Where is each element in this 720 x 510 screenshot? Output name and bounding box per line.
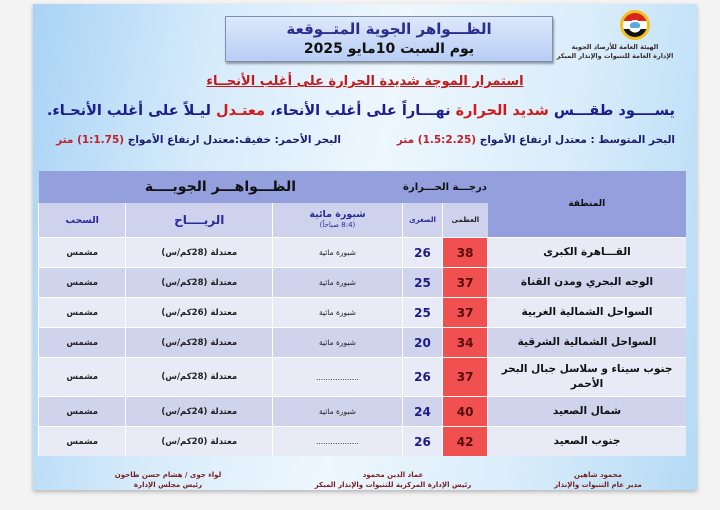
summary-highlight-mild: معتـدل	[216, 103, 266, 119]
fog-cell: ..................	[272, 427, 402, 457]
summary-text: ليـلاً على أغلب الأنحـاء.	[46, 103, 217, 119]
min-temp-cell: 26	[402, 427, 442, 457]
agency-logo-block	[556, 10, 705, 61]
signature-title: رئيس مجلس الإدارة	[133, 481, 203, 489]
signature-name: عماد الدين محمود	[362, 471, 424, 479]
fog-label: شبورة مائية	[309, 209, 366, 220]
mediterranean-sea-status	[397, 134, 675, 146]
max-temp-cell: 40	[443, 397, 488, 427]
signature-title: رئيس الإدارة المركزية للتنبوات والإنذار المبكر	[314, 481, 472, 489]
min-temp-cell: 26	[402, 238, 442, 268]
wind-cell: معتدلة (26كم/س)	[126, 298, 273, 328]
fog-cell: شبورة مائية	[272, 328, 402, 358]
max-temp-cell: 37	[443, 268, 488, 298]
max-temp-cell: 37	[443, 358, 488, 397]
fog-cell: شبورة مائية	[272, 397, 402, 427]
sea-label: البحر المتوسط : معتدل ارتفاع الأمواج	[476, 134, 675, 146]
wind-cell: معتدلة (28كم/س)	[126, 238, 273, 268]
table-row	[39, 298, 687, 328]
table-row	[39, 358, 687, 397]
summary-text: نهـــاراً على أغلب الأنحاء،	[265, 103, 456, 119]
min-temp-cell: 20	[402, 328, 442, 358]
agency-name	[525, 43, 705, 61]
wind-cell: معتدلة (20كم/س)	[126, 427, 273, 457]
wind-cell: معتدلة (28كم/س)	[126, 328, 273, 358]
signature-title: مدير عام التنبوات والإنذار	[554, 481, 642, 489]
wind-cell: معتدلة (28كم/س)	[126, 358, 273, 397]
wave-height: (1.5:2.25)	[417, 134, 477, 146]
min-temp-cell: 25	[402, 268, 442, 298]
table-row	[39, 328, 687, 358]
clouds-cell: مشمس	[39, 358, 126, 397]
clouds-cell: مشمس	[39, 238, 126, 268]
min-temp-cell: 25	[402, 298, 442, 328]
forecast-date: يوم السبت 10مايو 2025	[303, 41, 475, 57]
wave-height: (1:1.75)	[77, 134, 125, 146]
region-cell: القـــاهرة الكبرى	[488, 238, 686, 268]
agency-name-line2: الإدارة العامة للتنبوات والإنذار المبكر	[556, 52, 674, 60]
clouds-cell: مشمس	[39, 397, 126, 427]
signature-name: محمود شاهين	[573, 471, 622, 479]
fog-cell: شبورة مائية	[272, 238, 402, 268]
weather-summary	[47, 103, 675, 119]
ema-logo-icon	[620, 10, 650, 40]
forecast-table	[38, 171, 686, 456]
max-temp-cell: 34	[443, 328, 488, 358]
summary-text: يســــود طقـــس	[548, 103, 675, 119]
table-row	[39, 397, 687, 427]
min-temp-cell: 26	[402, 358, 442, 397]
region-cell: السواحل الشمالية الغربية	[488, 298, 686, 328]
max-temp-cell: 38	[443, 238, 488, 268]
fog-cell: شبورة مائية	[272, 298, 402, 328]
clouds-cell: مشمس	[39, 298, 126, 328]
region-cell: جنوب الصعيد	[488, 427, 686, 457]
wind-cell: معتدلة (24كم/س)	[126, 397, 273, 427]
clouds-cell: مشمس	[39, 328, 126, 358]
wave-unit: متر	[396, 134, 418, 146]
clouds-cell: مشمس	[39, 268, 126, 298]
signature-board-chairman	[93, 470, 243, 490]
table-row	[39, 427, 687, 457]
signature-central-head	[263, 470, 523, 490]
agency-name-line1: الهيئة العامة للأرصاد الجوية	[571, 43, 659, 51]
max-temp-cell: 42	[443, 427, 488, 457]
fog-cell: ..................	[272, 358, 402, 397]
region-cell: الوجه البحري ومدن القناة	[488, 268, 686, 298]
column-header-wind: الريــــاح	[126, 203, 273, 238]
region-cell: شمال الصعيد	[488, 397, 686, 427]
column-header-min: الصغرى	[402, 203, 442, 238]
wind-cell: معتدلة (28كم/س)	[126, 268, 273, 298]
column-header-clouds: السحب	[39, 203, 126, 238]
max-temp-cell: 37	[443, 298, 488, 328]
signature-weather-director	[533, 470, 663, 490]
column-header-phenomena: الظـــواهـــر الجويــــة	[39, 171, 403, 203]
column-header-fog	[272, 203, 402, 238]
signature-name: لواء جوى / هشام حسن طاحون	[114, 471, 222, 479]
column-header-region: المنطقة	[488, 171, 686, 238]
table-row	[39, 238, 687, 268]
clouds-cell: مشمس	[39, 427, 126, 457]
wave-unit: متر	[56, 134, 78, 146]
column-header-max: العظمى	[443, 203, 488, 238]
table-row	[39, 268, 687, 298]
region-cell: جنوب سيناء و سلاسل جبال البحر الأحمر	[488, 358, 686, 397]
fog-time: (8:4 صباحاً)	[319, 221, 356, 229]
region-cell: السواحل الشمالية الشرقية	[488, 328, 686, 358]
summary-highlight-hot: شديد الحرارة	[455, 103, 549, 119]
title-box	[225, 16, 553, 62]
sea-label: البحر الأحمر: خفيف:معتدل ارتفاع الأمواج	[124, 134, 341, 146]
fog-cell: شبورة مائية	[272, 268, 402, 298]
headline: استمرار الموجة شديدة الحرارة على أغلب الأنحــاء	[206, 74, 524, 89]
red-sea-status	[56, 134, 341, 146]
page-title: الظـــواهر الجوية المتــوقعة	[286, 20, 492, 38]
min-temp-cell: 24	[402, 397, 442, 427]
column-header-temperature: درجـــة الحـــرارة	[402, 171, 487, 203]
